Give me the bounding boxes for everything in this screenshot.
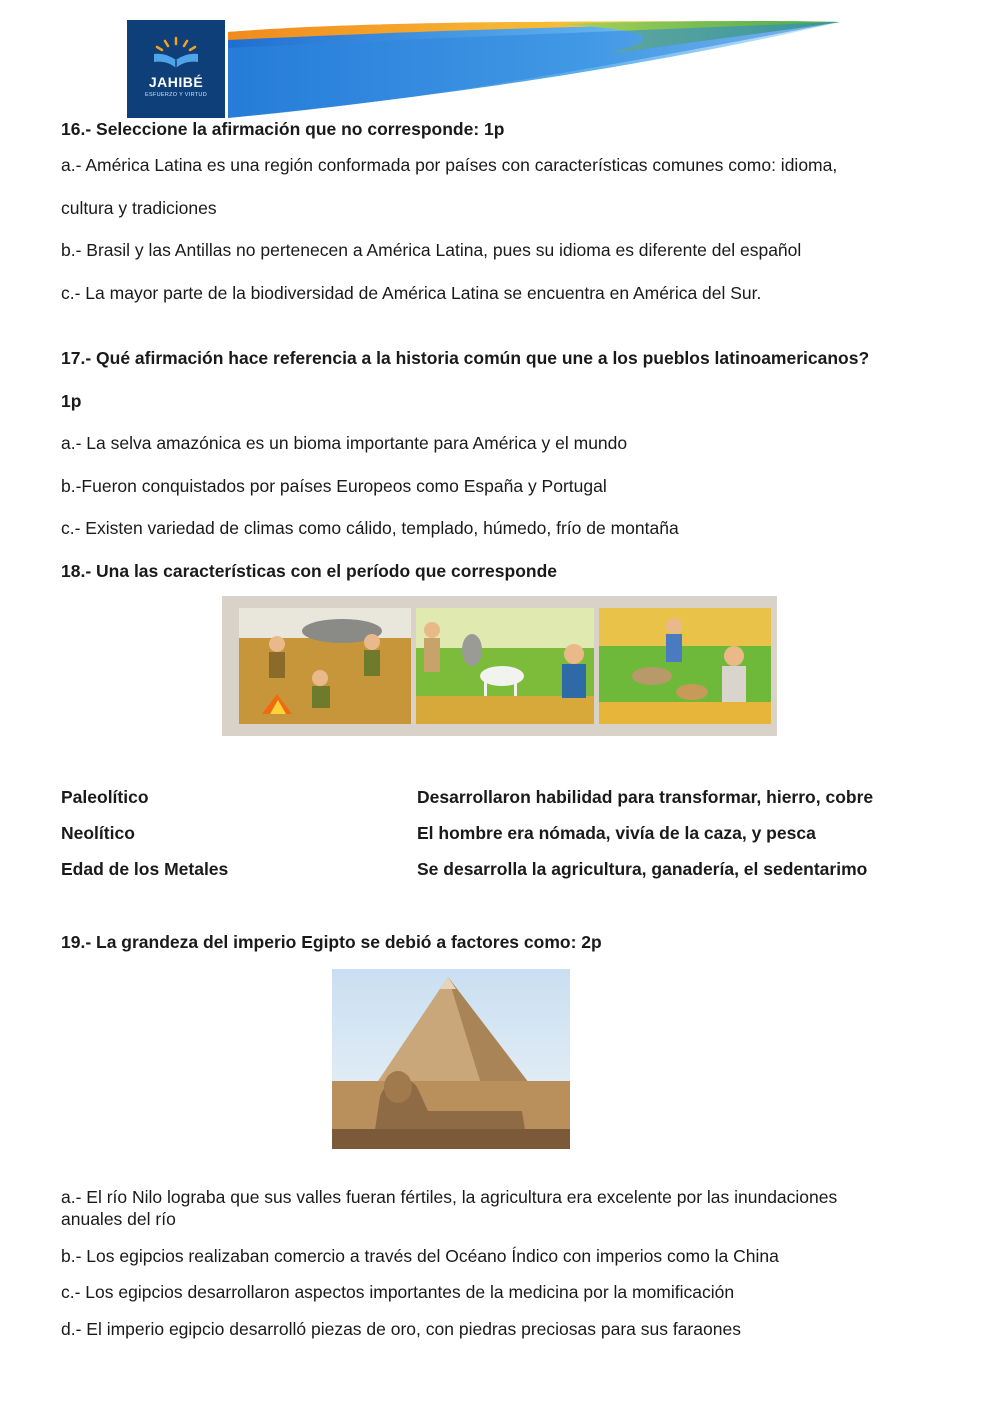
prehistory-ages-illustration [222,596,777,736]
q19-option-a: a.- El río Nilo lograba que sus valles fueran fértiles, la agricultura era excelente por las inundaciones anuales del río [61,1187,838,1229]
header-banner [228,18,843,118]
q17-title-line1: 17.- Qué afirmación hace referencia a la historia común que une a los pueblos latinoamericanos? [61,348,870,368]
characteristic-nomadic[interactable]: El hombre era nómada, vivía de la caza, y pesca [417,823,816,843]
q16-option-b: b.- Brasil y las Antillas no pertenecen a América Latina, pues su idioma es diferente del español [61,240,802,260]
metal-age-panel [599,608,771,724]
paleolithic-panel [239,608,411,724]
neolithic-panel [416,608,594,724]
q19-option-c: c.- Los egipcios desarrollaron aspectos importantes de la medicina por la momificación [61,1282,735,1302]
q19-option-d: d.- El imperio egipcio desarrolló piezas de oro, con piedras preciosas para sus faraones [61,1319,741,1339]
logo-tagline: ESFUERZO Y VIRTUD [145,92,207,98]
q17-option-b: b.-Fueron conquistados por países Europeos como España y Portugal [61,476,607,496]
period-paleolithic: Paleolítico [61,787,149,807]
pyramid-sphinx-photo [332,969,570,1149]
q19-title: 19.- La grandeza del imperio Egipto se debió a factores como: 2p [61,932,602,952]
q16-title: 16.- Seleccione la afirmación que no corresponde: 1p [61,119,505,139]
q17-option-c: c.- Existen variedad de climas como cálido, templado, húmedo, frío de montaña [61,518,679,538]
logo-text: JAHIBÉ [148,74,204,90]
q18-title: 18.- Una las características con el período que corresponde [61,561,558,581]
school-logo [127,20,225,118]
q16-option-c: c.- La mayor parte de la biodiversidad de América Latina se encuentra en América del Sur. [61,283,762,303]
book-sun-icon [151,34,201,72]
q16-option-a-line1: a.- América Latina es una región conformada por países con características comunes como: idioma, [61,155,838,175]
q17-option-a: a.- La selva amazónica es un bioma importante para América y el mundo [61,433,628,453]
characteristic-agriculture[interactable]: Se desarrolla la agricultura, ganadería, el sedentarimo [417,859,868,879]
q16-option-a-line2: cultura y tradiciones [61,198,217,218]
period-metal-age: Edad de los Metales [61,859,229,879]
period-neolithic: Neolítico [61,823,135,843]
characteristic-metals[interactable]: Desarrollaron habilidad para transformar, hierro, cobre [417,787,874,807]
q17-title-line2: 1p [61,391,82,411]
q19-option-b: b.- Los egipcios realizaban comercio a través del Océano Índico con imperios como la China [61,1246,779,1266]
